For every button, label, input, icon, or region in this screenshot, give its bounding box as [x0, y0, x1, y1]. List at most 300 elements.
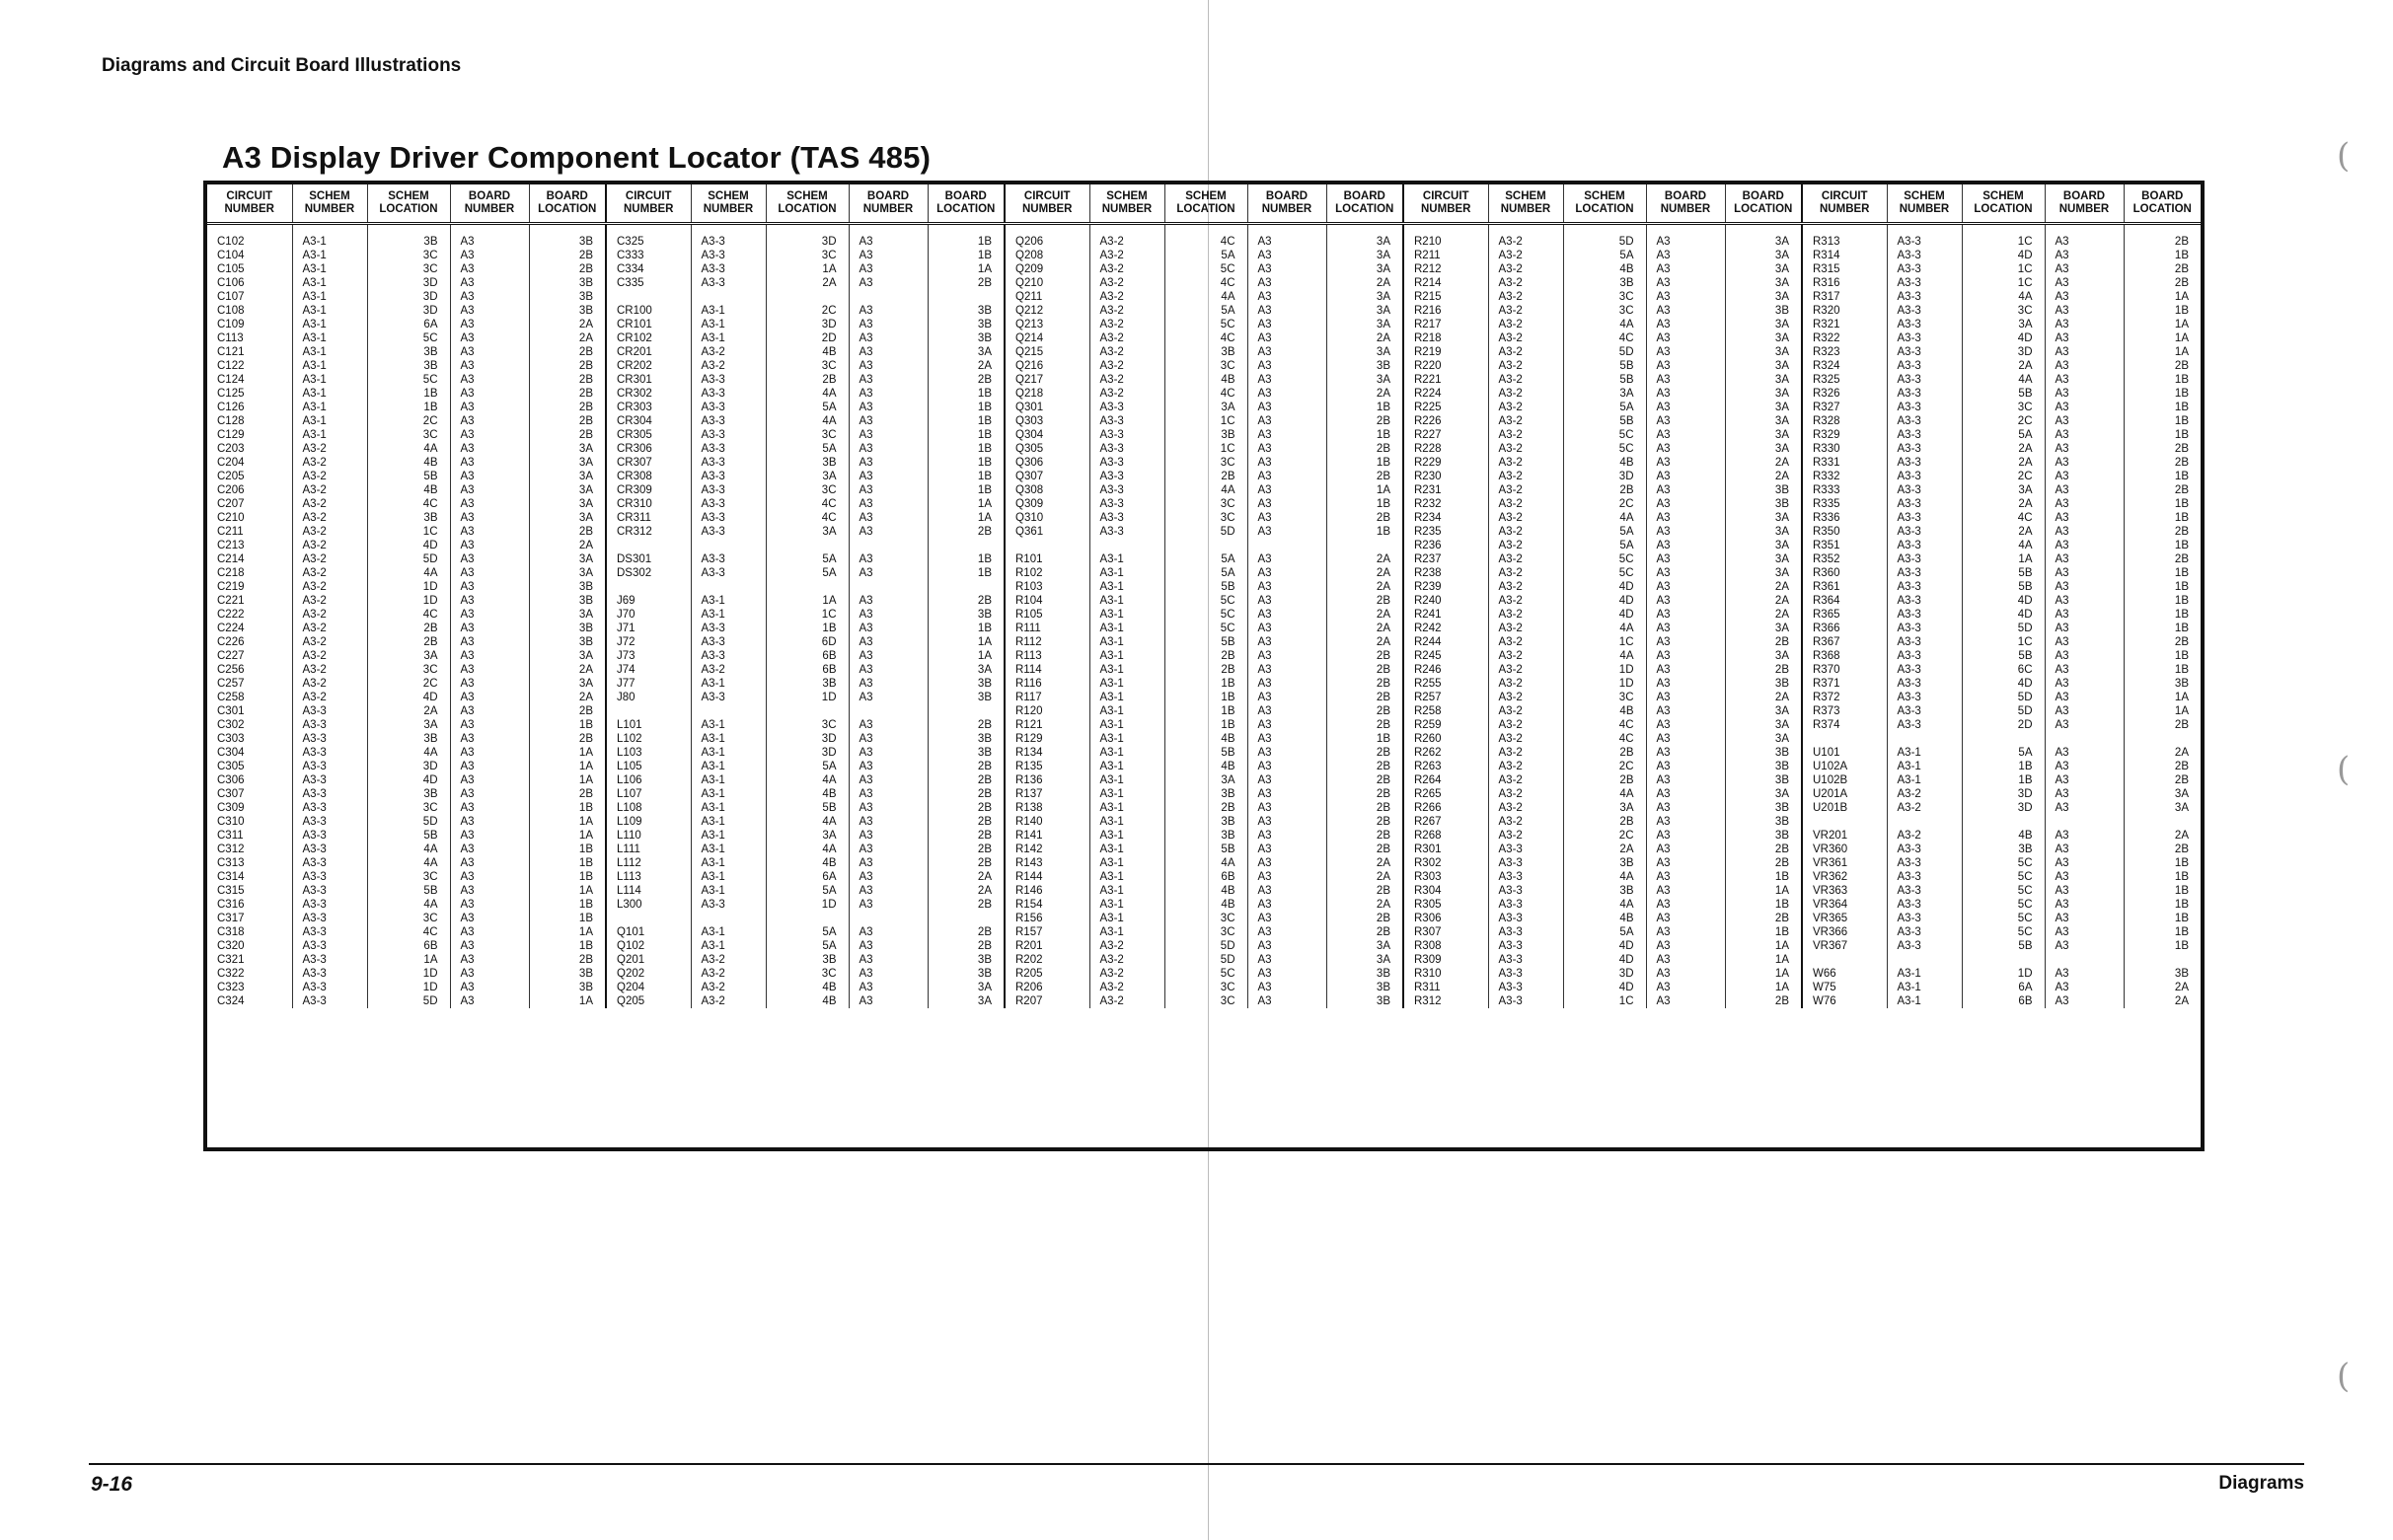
circuit-number-cell: C211	[207, 525, 292, 539]
circuit-number-cell: DS302	[606, 566, 691, 580]
board-number-cell: A3	[2045, 677, 2124, 691]
schem-location-cell: 4B	[1563, 912, 1646, 925]
board-number-cell: A3	[2045, 318, 2124, 331]
board-location-cell: 1B	[1326, 497, 1403, 511]
board-location-cell: 3A	[1725, 428, 1802, 442]
board-location-cell: 2B	[2174, 526, 2189, 538]
circuit-number-cell: R240	[1403, 594, 1488, 608]
board-location-cell	[2124, 732, 2201, 746]
board-number-cell: A3	[2045, 649, 2124, 663]
schem-number-cell: A3-3	[1887, 249, 1962, 262]
board-number-cell: A3	[849, 691, 928, 704]
schem-location-cell: 5C	[1962, 884, 2045, 898]
table-row	[207, 414, 2201, 428]
board-location-cell: 2A	[2174, 982, 2189, 993]
schem-number-cell: A3-2	[1488, 539, 1563, 552]
schem-number-cell: A3-2	[292, 691, 367, 704]
board-location-cell: 2B	[529, 787, 606, 801]
schem-location-cell: 3A	[1164, 401, 1247, 414]
schem-location-cell: 3A	[766, 829, 849, 843]
board-location-cell: 3A	[1326, 373, 1403, 387]
schem-number-cell: A3-3	[1887, 552, 1962, 566]
board-location-cell	[2124, 815, 2201, 829]
circuit-number-cell: R368	[1802, 649, 1887, 663]
schem-number-cell: A3-3	[292, 718, 367, 732]
schem-location-cell: 3B	[1962, 843, 2045, 856]
circuit-number-cell: J73	[606, 649, 691, 663]
circuit-number-cell: C219	[207, 580, 292, 594]
schem-number-cell: A3-3	[1887, 511, 1962, 525]
board-number-cell: A3	[2045, 401, 2124, 414]
board-number-cell: A3	[450, 870, 529, 884]
schem-location-cell: 3D	[1962, 345, 2045, 359]
circuit-number-cell: R265	[1403, 787, 1488, 801]
board-location-cell: 1B	[1725, 898, 1802, 912]
circuit-number-cell: R317	[1802, 290, 1887, 304]
schem-number-cell: A3-1	[1089, 801, 1164, 815]
schem-location-cell	[1962, 732, 2045, 746]
table-row	[207, 760, 2201, 773]
board-number-cell: A3	[1247, 649, 1326, 663]
schem-location-cell: 4A	[1164, 856, 1247, 870]
board-number-cell: A3	[450, 483, 529, 497]
schem-number-cell: A3-3	[1488, 994, 1563, 1008]
schem-number-cell: A3-3	[1488, 870, 1563, 884]
schem-number-cell: A3-3	[691, 262, 766, 276]
schem-location-cell: 1C	[1164, 414, 1247, 428]
table-row	[207, 262, 2201, 276]
schem-number-cell: A3-1	[292, 387, 367, 401]
board-number-cell: A3	[1646, 773, 1725, 787]
circuit-number-cell	[606, 580, 691, 594]
circuit-number-cell: C335	[606, 276, 691, 290]
board-number-cell: A3	[2045, 884, 2124, 898]
circuit-number-cell: C322	[207, 967, 292, 981]
circuit-number-cell: L102	[606, 732, 691, 746]
schem-location-cell: 2B	[1164, 470, 1247, 483]
schem-number-cell: A3-1	[1089, 663, 1164, 677]
board-location-cell: 3A	[529, 649, 606, 663]
schem-location-cell: 5A	[1164, 566, 1247, 580]
board-number-cell: A3	[450, 552, 529, 566]
board-location-cell: 2B	[928, 760, 1005, 773]
schem-number-cell: A3-2	[1089, 967, 1164, 981]
board-number-cell: A3	[1247, 525, 1326, 539]
schem-number-cell: A3-3	[292, 787, 367, 801]
schem-number-cell	[691, 539, 766, 552]
board-number-cell: A3	[2045, 511, 2124, 525]
schem-number-cell: A3-2	[292, 456, 367, 470]
board-location-cell: 3B	[928, 732, 1005, 746]
board-number-cell: A3	[450, 884, 529, 898]
circuit-number-cell: R255	[1403, 677, 1488, 691]
schem-location-cell: 1A	[766, 594, 849, 608]
table-row	[207, 539, 2201, 552]
column-header: SCHEM NUMBER	[292, 184, 367, 224]
schem-number-cell: A3-3	[691, 525, 766, 539]
board-number-cell: A3	[2045, 704, 2124, 718]
board-number-cell: A3	[1646, 511, 1725, 525]
board-number-cell: A3	[1646, 359, 1725, 373]
board-location-cell: 3B	[529, 594, 606, 608]
circuit-number-cell: C102	[207, 235, 292, 249]
circuit-number-cell: C108	[207, 304, 292, 318]
board-location-cell: 3B	[529, 290, 606, 304]
schem-number-cell: A3-3	[1887, 843, 1962, 856]
schem-number-cell: A3-2	[1488, 718, 1563, 732]
board-location-cell: 2B	[928, 773, 1005, 787]
schem-location-cell: 4C	[367, 608, 450, 622]
schem-location-cell: 3B	[367, 732, 450, 746]
spacer-cell	[606, 224, 691, 236]
circuit-number-cell: R351	[1802, 539, 1887, 552]
board-number-cell: A3	[1247, 787, 1326, 801]
schem-number-cell: A3-3	[691, 898, 766, 912]
schem-number-cell: A3-3	[1887, 331, 1962, 345]
schem-location-cell: 5D	[1962, 691, 2045, 704]
schem-number-cell: A3-2	[1488, 442, 1563, 456]
board-location-cell: 1A	[1725, 939, 1802, 953]
board-number-cell: A3	[2045, 994, 2124, 1008]
circuit-number-cell: Q217	[1005, 373, 1089, 387]
board-location-cell: 2B	[1326, 704, 1403, 718]
board-location-cell: 2B	[2174, 236, 2189, 248]
circuit-number-cell: R321	[1802, 318, 1887, 331]
board-location-cell	[2124, 953, 2201, 967]
schem-location-cell: 2C	[1563, 760, 1646, 773]
schem-location-cell	[766, 290, 849, 304]
circuit-number-cell: R143	[1005, 856, 1089, 870]
column-header: BOARD LOCATION	[2124, 184, 2201, 224]
schem-number-cell: A3-1	[1089, 704, 1164, 718]
schem-number-cell: A3-3	[1887, 428, 1962, 442]
table-row	[207, 249, 2201, 262]
schem-number-cell: A3-2	[1488, 249, 1563, 262]
board-number-cell: A3	[450, 414, 529, 428]
schem-number-cell: A3-2	[1488, 691, 1563, 704]
board-location-cell: 2A	[1725, 456, 1802, 470]
board-location-cell: 3B	[1326, 359, 1403, 373]
board-location-cell: 1B	[1326, 401, 1403, 414]
board-number-cell: A3	[450, 773, 529, 787]
schem-location-cell: 3C	[1962, 401, 2045, 414]
circuit-number-cell: R312	[1403, 994, 1488, 1008]
schem-location-cell: 2C	[766, 304, 849, 318]
schem-number-cell: A3-2	[1488, 566, 1563, 580]
schem-number-cell: A3-1	[1887, 981, 1962, 994]
board-number-cell: A3	[450, 580, 529, 594]
board-location-cell: 1B	[2174, 899, 2189, 911]
board-location-cell: 3B	[1725, 746, 1802, 760]
schem-location-cell: 3C	[1164, 497, 1247, 511]
board-number-cell: A3	[450, 456, 529, 470]
schem-location-cell: 5D	[1164, 525, 1247, 539]
circuit-number-cell: R105	[1005, 608, 1089, 622]
circuit-number-cell: W76	[1802, 994, 1887, 1008]
schem-location-cell: 4D	[1962, 331, 2045, 345]
schem-number-cell: A3-1	[1089, 898, 1164, 912]
circuit-number-cell: R239	[1403, 580, 1488, 594]
schem-number-cell: A3-2	[1089, 276, 1164, 290]
schem-location-cell: 2A	[1962, 456, 2045, 470]
schem-number-cell: A3-1	[1089, 787, 1164, 801]
board-location-cell: 2B	[928, 939, 1005, 953]
circuit-number-cell: R306	[1403, 912, 1488, 925]
column-header: BOARD LOCATION	[1725, 184, 1802, 224]
board-location-cell: 3A	[1725, 442, 1802, 456]
table-row	[207, 428, 2201, 442]
board-number-cell: A3	[2045, 483, 2124, 497]
schem-location-cell: 5B	[1962, 387, 2045, 401]
schem-number-cell: A3-2	[1488, 649, 1563, 663]
board-number-cell: A3	[450, 829, 529, 843]
circuit-number-cell: R308	[1403, 939, 1488, 953]
schem-location-cell: 4C	[766, 511, 849, 525]
schem-number-cell: A3-2	[1488, 525, 1563, 539]
schem-location-cell: 2B	[1164, 649, 1247, 663]
board-number-cell: A3	[1646, 801, 1725, 815]
schem-number-cell: A3-2	[1488, 552, 1563, 566]
schem-location-cell: 4B	[766, 787, 849, 801]
schem-location-cell: 1D	[367, 967, 450, 981]
table-row	[207, 235, 2201, 249]
column-header: SCHEM NUMBER	[691, 184, 766, 224]
board-location-cell: 2B	[928, 925, 1005, 939]
table-row	[207, 829, 2201, 843]
schem-location-cell: 5A	[766, 442, 849, 456]
schem-number-cell: A3-1	[292, 290, 367, 304]
board-location-cell: 2A	[529, 318, 606, 331]
board-location-cell: 3B	[928, 304, 1005, 318]
schem-number-cell: A3-3	[1887, 898, 1962, 912]
board-number-cell: A3	[1247, 994, 1326, 1008]
schem-number-cell: A3-2	[1089, 939, 1164, 953]
circuit-number-cell: Q205	[606, 994, 691, 1008]
schem-location-cell: 2C	[1962, 414, 2045, 428]
component-locator-table	[207, 184, 2201, 1008]
board-number-cell: A3	[849, 953, 928, 967]
circuit-number-cell: L114	[606, 884, 691, 898]
section-header: Diagrams and Circuit Board Illustrations	[102, 55, 462, 76]
board-location-cell: 2B	[1326, 829, 1403, 843]
schem-location-cell: 4D	[1563, 981, 1646, 994]
schem-number-cell: A3-2	[1089, 359, 1164, 373]
board-location-cell	[928, 704, 1005, 718]
schem-location-cell	[766, 539, 849, 552]
board-number-cell: A3	[1247, 677, 1326, 691]
schem-location-cell: 1A	[367, 953, 450, 967]
board-location-cell: 3B	[529, 981, 606, 994]
board-location-cell: 2B	[1725, 635, 1802, 649]
schem-number-cell: A3-1	[1089, 843, 1164, 856]
schem-location-cell: 4A	[367, 566, 450, 580]
schem-location-cell: 5B	[367, 884, 450, 898]
board-number-cell: A3	[2045, 801, 2124, 815]
schem-location-cell: 5D	[367, 552, 450, 566]
board-number-cell: A3	[2045, 746, 2124, 760]
board-location-cell: 1B	[2174, 471, 2189, 482]
schem-number-cell: A3-2	[1089, 304, 1164, 318]
circuit-number-cell: CR305	[606, 428, 691, 442]
schem-number-cell: A3-3	[1887, 925, 1962, 939]
spacer-cell	[1802, 224, 1887, 236]
table-row	[207, 622, 2201, 635]
schem-location-cell: 5A	[1962, 428, 2045, 442]
board-location-cell: 3A	[1725, 387, 1802, 401]
schem-location-cell: 1D	[1563, 663, 1646, 677]
circuit-number-cell: R237	[1403, 552, 1488, 566]
schem-location-cell: 1C	[1962, 276, 2045, 290]
schem-number-cell: A3-1	[292, 373, 367, 387]
board-location-cell: 3A	[1326, 939, 1403, 953]
schem-number-cell: A3-3	[691, 649, 766, 663]
board-location-cell: 2A	[1725, 470, 1802, 483]
board-number-cell: A3	[2045, 898, 2124, 912]
board-location-cell: 2A	[928, 359, 1005, 373]
board-number-cell: A3	[1247, 773, 1326, 787]
schem-number-cell: A3-3	[1887, 497, 1962, 511]
schem-location-cell: 3B	[1563, 276, 1646, 290]
schem-location-cell: 1B	[1164, 691, 1247, 704]
schem-location-cell: 3C	[766, 249, 849, 262]
board-number-cell: A3	[2045, 497, 2124, 511]
schem-location-cell: 3D	[766, 318, 849, 331]
schem-number-cell: A3-3	[1089, 470, 1164, 483]
schem-number-cell: A3-1	[691, 760, 766, 773]
board-location-cell: 2B	[2174, 457, 2189, 469]
circuit-number-cell: R216	[1403, 304, 1488, 318]
circuit-number-cell: R210	[1403, 235, 1488, 249]
board-location-cell: 2B	[2174, 484, 2189, 496]
board-number-cell: A3	[1646, 691, 1725, 704]
schem-number-cell: A3-3	[691, 373, 766, 387]
schem-number-cell: A3-2	[1488, 304, 1563, 318]
board-location-cell: 2A	[1326, 331, 1403, 345]
board-location-cell: 2B	[2174, 443, 2189, 455]
schem-number-cell: A3-3	[1887, 704, 1962, 718]
schem-number-cell: A3-2	[1488, 635, 1563, 649]
circuit-number-cell: R102	[1005, 566, 1089, 580]
spacer-cell	[2124, 224, 2201, 236]
schem-location-cell: 3C	[766, 359, 849, 373]
schem-number-cell: A3-2	[1488, 456, 1563, 470]
circuit-number-cell: C306	[207, 773, 292, 787]
schem-number-cell: A3-3	[1089, 428, 1164, 442]
circuit-number-cell: C314	[207, 870, 292, 884]
schem-number-cell: A3-2	[1089, 994, 1164, 1008]
board-number-cell: A3	[450, 276, 529, 290]
circuit-number-cell: R232	[1403, 497, 1488, 511]
circuit-number-cell: Q202	[606, 967, 691, 981]
circuit-number-cell	[1005, 539, 1089, 552]
circuit-number-cell: R144	[1005, 870, 1089, 884]
circuit-number-cell: R333	[1802, 483, 1887, 497]
schem-number-cell: A3-1	[1887, 994, 1962, 1008]
schem-number-cell: A3-3	[1887, 304, 1962, 318]
schem-location-cell: 4A	[766, 387, 849, 401]
board-number-cell: A3	[1247, 635, 1326, 649]
schem-number-cell: A3-3	[292, 704, 367, 718]
schem-number-cell: A3-1	[1089, 594, 1164, 608]
schem-number-cell: A3-1	[292, 262, 367, 276]
board-location-cell: 3A	[1725, 649, 1802, 663]
board-location-cell: 2A	[1326, 635, 1403, 649]
schem-location-cell: 5B	[367, 470, 450, 483]
circuit-number-cell: CR302	[606, 387, 691, 401]
board-location-cell: 2A	[1326, 276, 1403, 290]
schem-number-cell: A3-2	[1089, 953, 1164, 967]
board-number-cell: A3	[849, 677, 928, 691]
board-number-cell: A3	[450, 566, 529, 580]
circuit-number-cell: L110	[606, 829, 691, 843]
schem-location-cell: 3C	[1962, 304, 2045, 318]
schem-number-cell: A3-3	[1089, 483, 1164, 497]
board-location-cell: 1B	[928, 566, 1005, 580]
schem-number-cell: A3-1	[691, 304, 766, 318]
circuit-number-cell: C227	[207, 649, 292, 663]
schem-number-cell: A3-3	[292, 870, 367, 884]
circuit-number-cell: R220	[1403, 359, 1488, 373]
circuit-number-cell: C226	[207, 635, 292, 649]
schem-location-cell: 5A	[766, 925, 849, 939]
board-location-cell: 2B	[2174, 277, 2189, 289]
board-location-cell: 1B	[1725, 870, 1802, 884]
table-row	[207, 898, 2201, 912]
table-row	[207, 677, 2201, 691]
board-number-cell: A3	[849, 442, 928, 456]
board-location-cell: 1B	[2174, 498, 2189, 510]
board-number-cell: A3	[1646, 318, 1725, 331]
board-location-cell: 2A	[1326, 622, 1403, 635]
schem-location-cell: 3C	[1164, 912, 1247, 925]
board-location-cell: 3A	[1725, 276, 1802, 290]
schem-location-cell: 3A	[1164, 773, 1247, 787]
board-number-cell: A3	[1646, 732, 1725, 746]
schem-number-cell: A3-3	[1887, 856, 1962, 870]
circuit-number-cell: R113	[1005, 649, 1089, 663]
board-location-cell: 1B	[928, 483, 1005, 497]
board-location-cell: 2B	[1326, 801, 1403, 815]
board-number-cell: A3	[849, 318, 928, 331]
schem-location-cell: 1D	[1962, 967, 2045, 981]
table-row	[207, 373, 2201, 387]
board-number-cell: A3	[1247, 442, 1326, 456]
schem-location-cell: 4B	[766, 856, 849, 870]
schem-location-cell: 4B	[1164, 898, 1247, 912]
board-location-cell: 3B	[1725, 829, 1802, 843]
board-location-cell: 1A	[529, 925, 606, 939]
circuit-number-cell: C203	[207, 442, 292, 456]
board-number-cell: A3	[2045, 981, 2124, 994]
board-location-cell: 1A	[1326, 483, 1403, 497]
circuit-number-cell: C307	[207, 787, 292, 801]
board-number-cell: A3	[2045, 912, 2124, 925]
schem-number-cell: A3-1	[1089, 566, 1164, 580]
schem-location-cell: 4C	[766, 497, 849, 511]
schem-location-cell: 3C	[367, 912, 450, 925]
circuit-number-cell	[606, 704, 691, 718]
board-location-cell: 1A	[928, 497, 1005, 511]
circuit-number-cell: R104	[1005, 594, 1089, 608]
board-location-cell: 2A	[1725, 608, 1802, 622]
board-location-cell: 3A	[1326, 235, 1403, 249]
schem-location-cell: 4C	[1164, 331, 1247, 345]
schem-number-cell: A3-1	[1089, 829, 1164, 843]
board-location-cell: 2B	[529, 373, 606, 387]
board-location-cell: 1B	[529, 939, 606, 953]
schem-number-cell: A3-1	[691, 331, 766, 345]
schem-location-cell: 4B	[1563, 262, 1646, 276]
